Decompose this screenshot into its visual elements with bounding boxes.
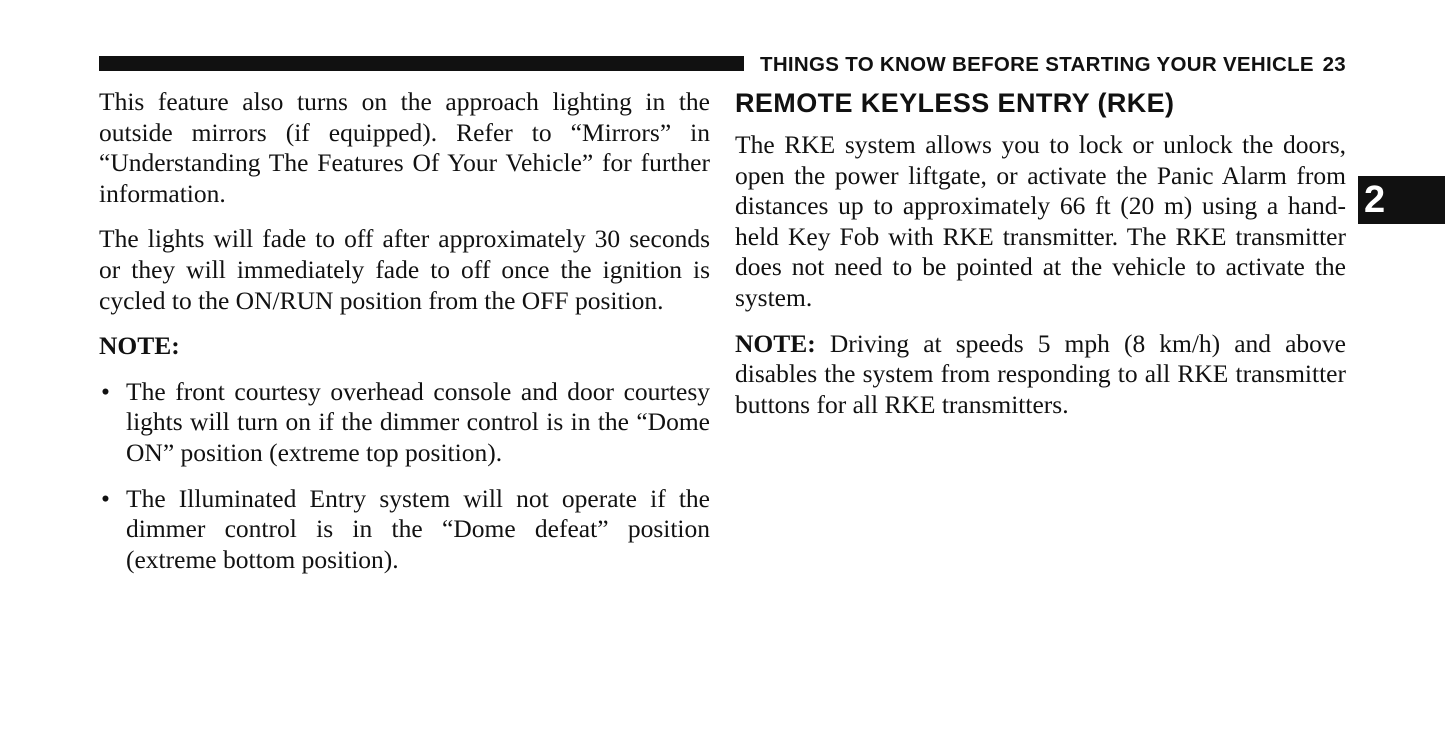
bullet-text-illuminated-entry: The Illuminated Entry system will not operate if the dimmer control is in the “Dome defeat” position (extreme bottom position). [126,483,710,574]
paragraph-rke-system: The RKE system allows you to lock or unlock the doors, open the power liftgate, or activate the Panic Alarm from distances up to approximately 66 ft (20 m) using a hand-held Key Fob with RKE transmitter. The RKE transmitter does not need to be pointed at the vehicle to activate the system. [735,130,1346,312]
running-header [760,52,1346,78]
paragraph-lights-fade: The lights will fade to off after approximately 30 seconds or they will immediately fade to off once the ignition is cycled to the ON/RUN position from the OFF position. [99,224,710,315]
note-bullet-list [99,377,710,576]
note-text: Driving at speeds 5 mph (8 km/h) and above disables the system from responding to all RKE transmitter buttons for all RKE transmitters. [735,328,1346,419]
section-heading-rke: REMOTE KEYLESS ENTRY (RKE) [735,88,1175,118]
running-title: THINGS TO KNOW BEFORE STARTING YOUR VEHICLE [760,53,1314,76]
list-item [99,377,710,469]
page-number: 23 [1322,53,1346,76]
left-column [99,87,710,590]
chapter-tab: 2 [1358,176,1445,224]
bullet-marker: • [101,376,110,406]
header-rule [99,56,744,71]
note-label: NOTE: [735,328,816,358]
paragraph-approach-lighting: This feature also turns on the approach lighting in the outside mirrors (if equipped). Refer to “Mirrors” in “Understanding The Features Of Your Vehicle” for further information. [99,87,710,208]
note-heading [99,331,710,362]
bullet-marker: • [101,483,110,513]
bullet-text-courtesy-lights: The front courtesy overhead console and door courtesy lights will turn on if the dimmer control is in the “Dome ON” position (extreme top position). [126,376,710,467]
list-item [99,484,710,576]
right-column [735,87,1346,435]
paragraph-rke-note [735,329,1346,421]
note-label: NOTE: [99,331,180,361]
